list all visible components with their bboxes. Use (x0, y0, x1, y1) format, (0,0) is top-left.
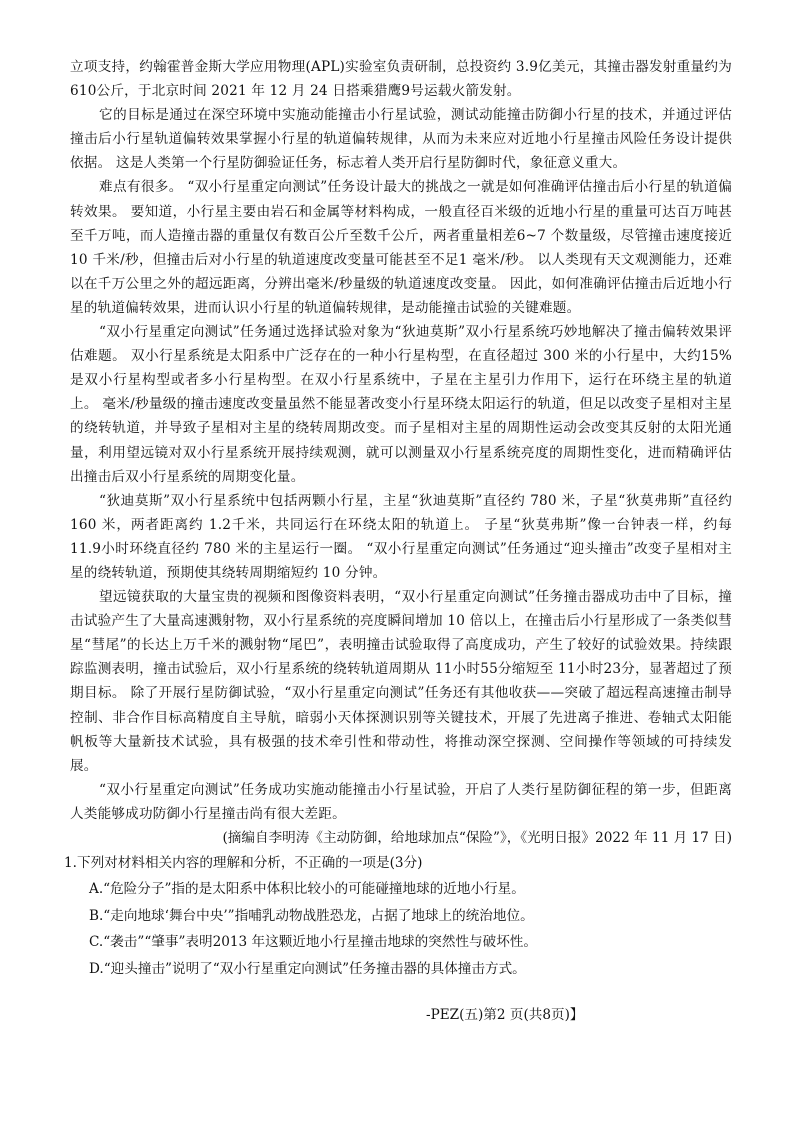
option-c: C.“袭击”“肇事”表明2013 年这颗近地小行星撞击地球的突然性与破坏性。 (89, 934, 537, 951)
option-d: D.“迎头撞击”说明了“双小行星重定向测试”任务撞击器的具体撞击方式。 (89, 960, 526, 977)
option-a: A.“危险分子”指的是太阳系中体积比较小的可能碰撞地球的近地小行星。 (89, 881, 525, 898)
article-paragraph: “狄迪莫斯”双小行星系统中包括两颗小行星，主星“狄迪莫斯”直径约 780 米，子星“狄莫弗斯”直径约 160 米，两者距离约 1.2千米，共同运行在环绕太阳的轨道上。 子星“狄莫弗斯”像一台钟表一样，约每 11.9小时环绕直径约 780 米的主星运行一圈。 “双小行星重定向测试”任务通过“迎头撞击”改变子星相对主星的绕转轨道，预期使其绕转周期缩短约 10 分钟。 (70, 492, 732, 581)
page-footer: -PEZ(五)第2 页(共8页)】 (426, 1007, 584, 1023)
article-paragraph: “双小行星重定向测试”任务通过选择试验对象为“狄迪莫斯”双小行星系统巧妙地解决了撞击偏转效果评估难题。 双小行星系统是太阳系中广泛存在的一种小行星构型，在直径超过 300 米的小行星中，大约15%是双小行星构型或者多小行星构型。在双小行星系统中，子星在主星引力作用下，运行在环绕主星的轨道上。 毫米/秒量级的撞击速度改变量虽然不能显著改变小行星环绕太阳运行的轨道，但足以改变子星相对主星的绕转轨道，并导致子星相对主星的绕转周期改变。而子星相对主星的周期性运动会改变其反射的太阳光通量，利用望远镜对双小行星系统开展持续观测，就可以测量双小行星系统亮度的周期性变化，进而精确评估出撞击后双小行星系统的周期变化量。 (70, 324, 732, 485)
option-b: B.“走向地球‘舞台中央’”指哺乳动物战胜恐龙，占据了地球上的统治地位。 (89, 907, 534, 924)
article-body (64, 55, 732, 982)
article-paragraph: 它的目标是通过在深空环境中实施动能撞击小行星试验，测试动能撞击防御小行星的技术，并通过评估撞击后小行星轨道偏转效果掌握小行星的轨道偏转规律，从而为未来应对近地小行星撞击风险任务设计提供依据。 这是人类第一个行星防御验证任务，标志着人类开启行星防御时代，象征意义重大。 (70, 107, 732, 172)
article-paragraph: 难点有很多。 “双小行星重定向测试”任务设计最大的挑战之一就是如何准确评估撞击后小行星的轨道偏转效果。 要知道，小行星主要由岩石和金属等材料构成，一般直径百米级的近地小行星的重量可达百万吨甚至千万吨，而人造撞击器的重量仅有数百公斤至数千公斤，两者重量相差6~7 个数量级，尽管撞击速度接近 10 千米/秒，但撞击后对小行星的轨道速度改变量可能甚至不足1 毫米/秒。 以人类现有天文观测能力，还难以在千万公里之外的超远距离，分辨出毫米/秒量级的轨道速度改变量。 因此，如何准确评估撞击后近地小行星的轨道偏转效果，进而认识小行星的轨道偏转规律，是动能撞击试验的关键难题。 (70, 179, 732, 316)
article-paragraph: 立项支持，约翰霍普金斯大学应用物理(APL)实验室负责研制，总投资约 3.9亿美元，其撞击器发射重量约为610公斤，于北京时间 2021 年 12 月 24 日搭乘猎鹰9号运载火箭发射。 (70, 59, 732, 100)
article-paragraph: 望远镜获取的大量宝贵的视频和图像资料表明，“双小行星重定向测试”任务撞击器成功击中了目标，撞击试验产生了大量高速溅射物，双小行星系统的亮度瞬间增加 10 倍以上，在撞击后小行星形成了一条类似彗星“彗尾”的长达上万千米的溅射物“尾巴”，表明撞击试验取得了高度成功，产生了较好的试验效果。持续跟踪监测表明，撞击试验后，双小行星系统的绕转轨道周期从 11小时55分缩短至 11小时23分，显著超过了预期目标。 除了开展行星防御试验，“双小行星重定向测试”任务还有其他收获——突破了超远程高速撞击制导控制、非合作目标高精度自主导航，暗弱小天体探测识别等关键技术，开展了先进离子推进、卷轴式太阳能帆板等大量新技术试验，具有极强的技术牵引性和带动性，将推动深空探测、空间操作等领域的可持续发展。 (70, 589, 732, 774)
question-block (64, 850, 732, 982)
article-source: (摘编自李明涛《主动防御，给地球加点“保险”》，《光明日报》2022 年 11 月 17 日) (222, 830, 732, 846)
question-stem: 1.下列对材料相关内容的理解和分析，不正确的一项是(3分) (64, 855, 423, 872)
article-paragraph: “双小行星重定向测试”任务成功实施动能撞击小行星试验，开启了人类行星防御征程的第一步，但距离人类能够成功防御小行星撞击尚有很大差距。 (70, 781, 732, 822)
